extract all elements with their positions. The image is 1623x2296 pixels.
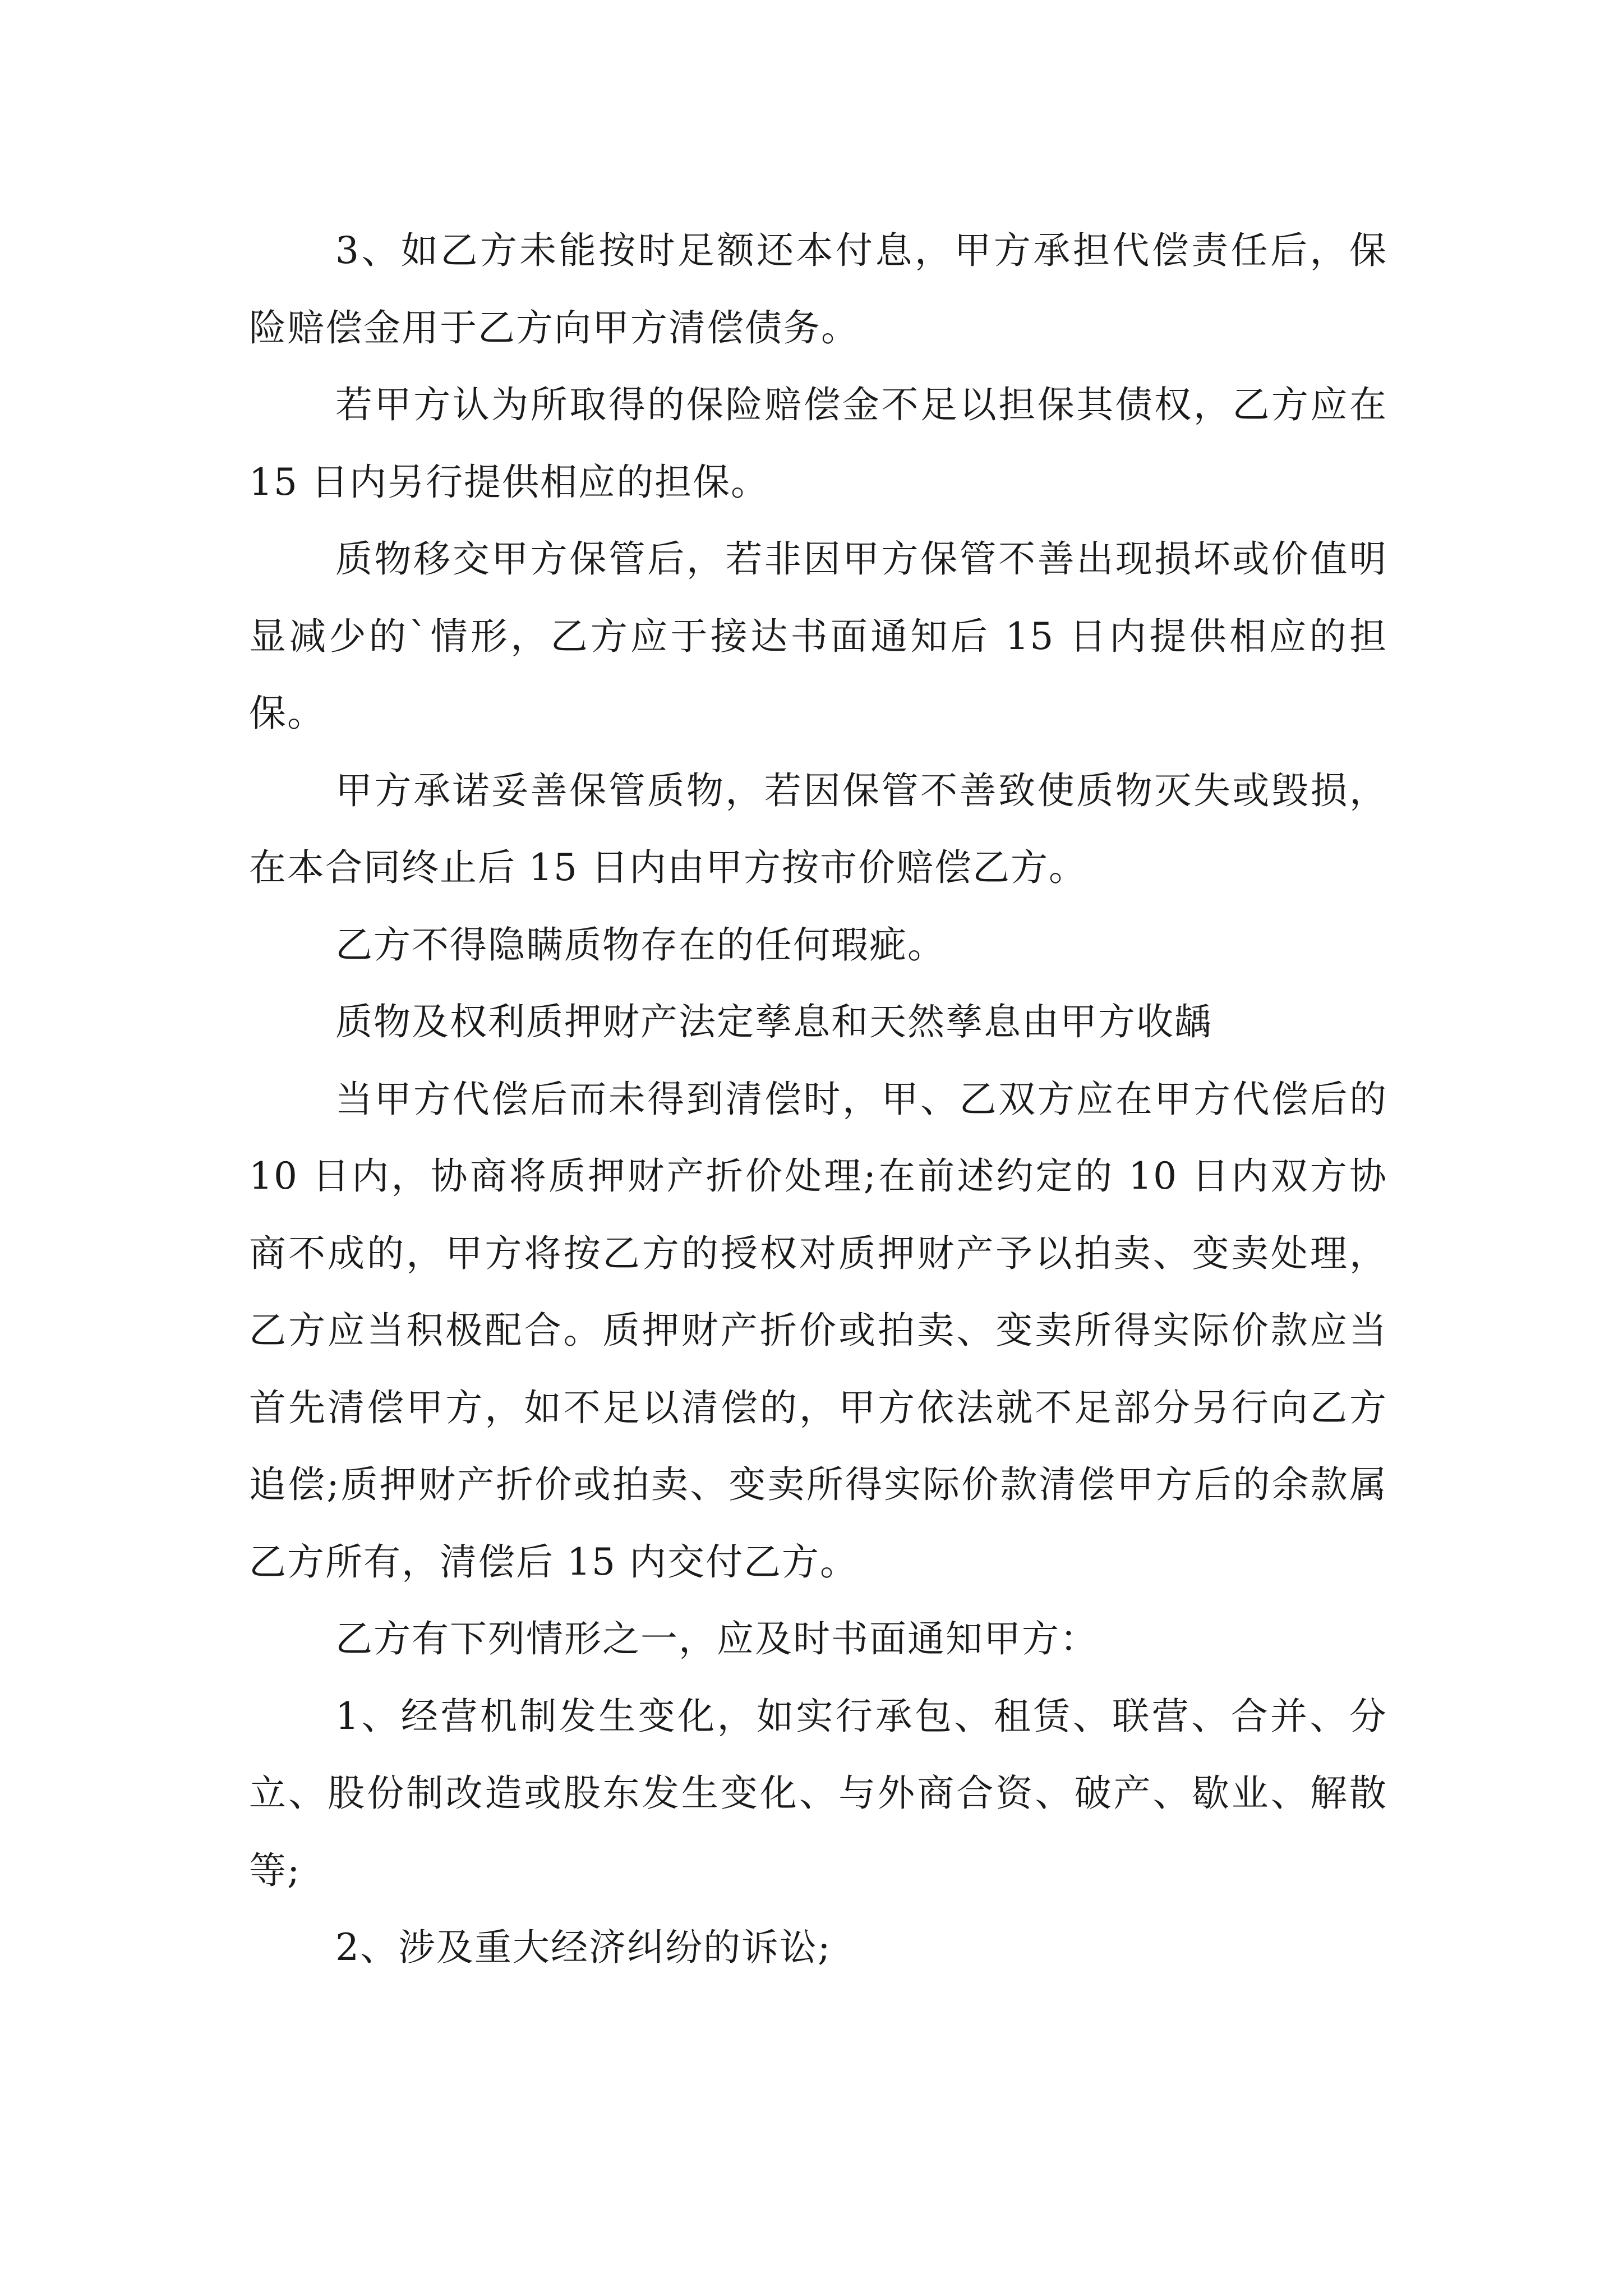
paragraph-6: 质物及权利质押财产法定孳息和天然孳息由甲方收龋 xyxy=(335,1000,1212,1043)
paragraph-3: 质物移交甲方保管后，若非因甲方保管不善出现损坏或价值明显减少的`情形，乙方应于接达书面通知后 15 日内提供相应的担保。 xyxy=(249,537,1387,735)
paragraph-7: 当甲方代偿后而未得到清偿时，甲、乙双方应在甲方代偿后的 10 日内，协商将质押财产折价处理;在前述约定的 10 日内双方协商不成的，甲方将按乙方的授权对质押财产予以拍卖、变卖处理，乙方应当积极配合。质押财产折价或拍卖、变卖所得实际价款应当首先清偿甲方，如不足以清偿的，甲方依法就不足部分另行向乙方追偿;质押财产折价或拍卖、变卖所得实际价款清偿甲方后的余款属乙方所有，清偿后 15 内交付乙方。 xyxy=(249,1077,1387,1584)
paragraph-8: 乙方有下列情形之一，应及时书面通知甲方： xyxy=(335,1617,1098,1660)
paragraph-1: 3、如乙方未能按时足额还本付息，甲方承担代偿责任后，保险赔偿金用于乙方向甲方清偿债务。 xyxy=(249,229,1387,349)
paragraph-10: 2、涉及重大经济纠纷的诉讼; xyxy=(335,1926,832,1969)
paragraph-2: 若甲方认为所取得的保险赔偿金不足以担保其债权，乙方应在 15 日内另行提供相应的担保。 xyxy=(249,383,1387,504)
paragraph-9: 1、经营机制发生变化，如实行承包、租赁、联营、合并、分立、股份制改造或股东发生变化、与外商合资、破产、歇业、解散等; xyxy=(249,1694,1387,1892)
paragraph-5: 乙方不得隐瞒质物存在的任何瑕疵。 xyxy=(335,923,946,967)
paragraph-4: 甲方承诺妥善保管质物，若因保管不善致使质物灭失或毁损，在本合同终止后 15 日内由甲方按市价赔偿乙方。 xyxy=(249,769,1387,889)
document-body xyxy=(249,212,1387,1986)
